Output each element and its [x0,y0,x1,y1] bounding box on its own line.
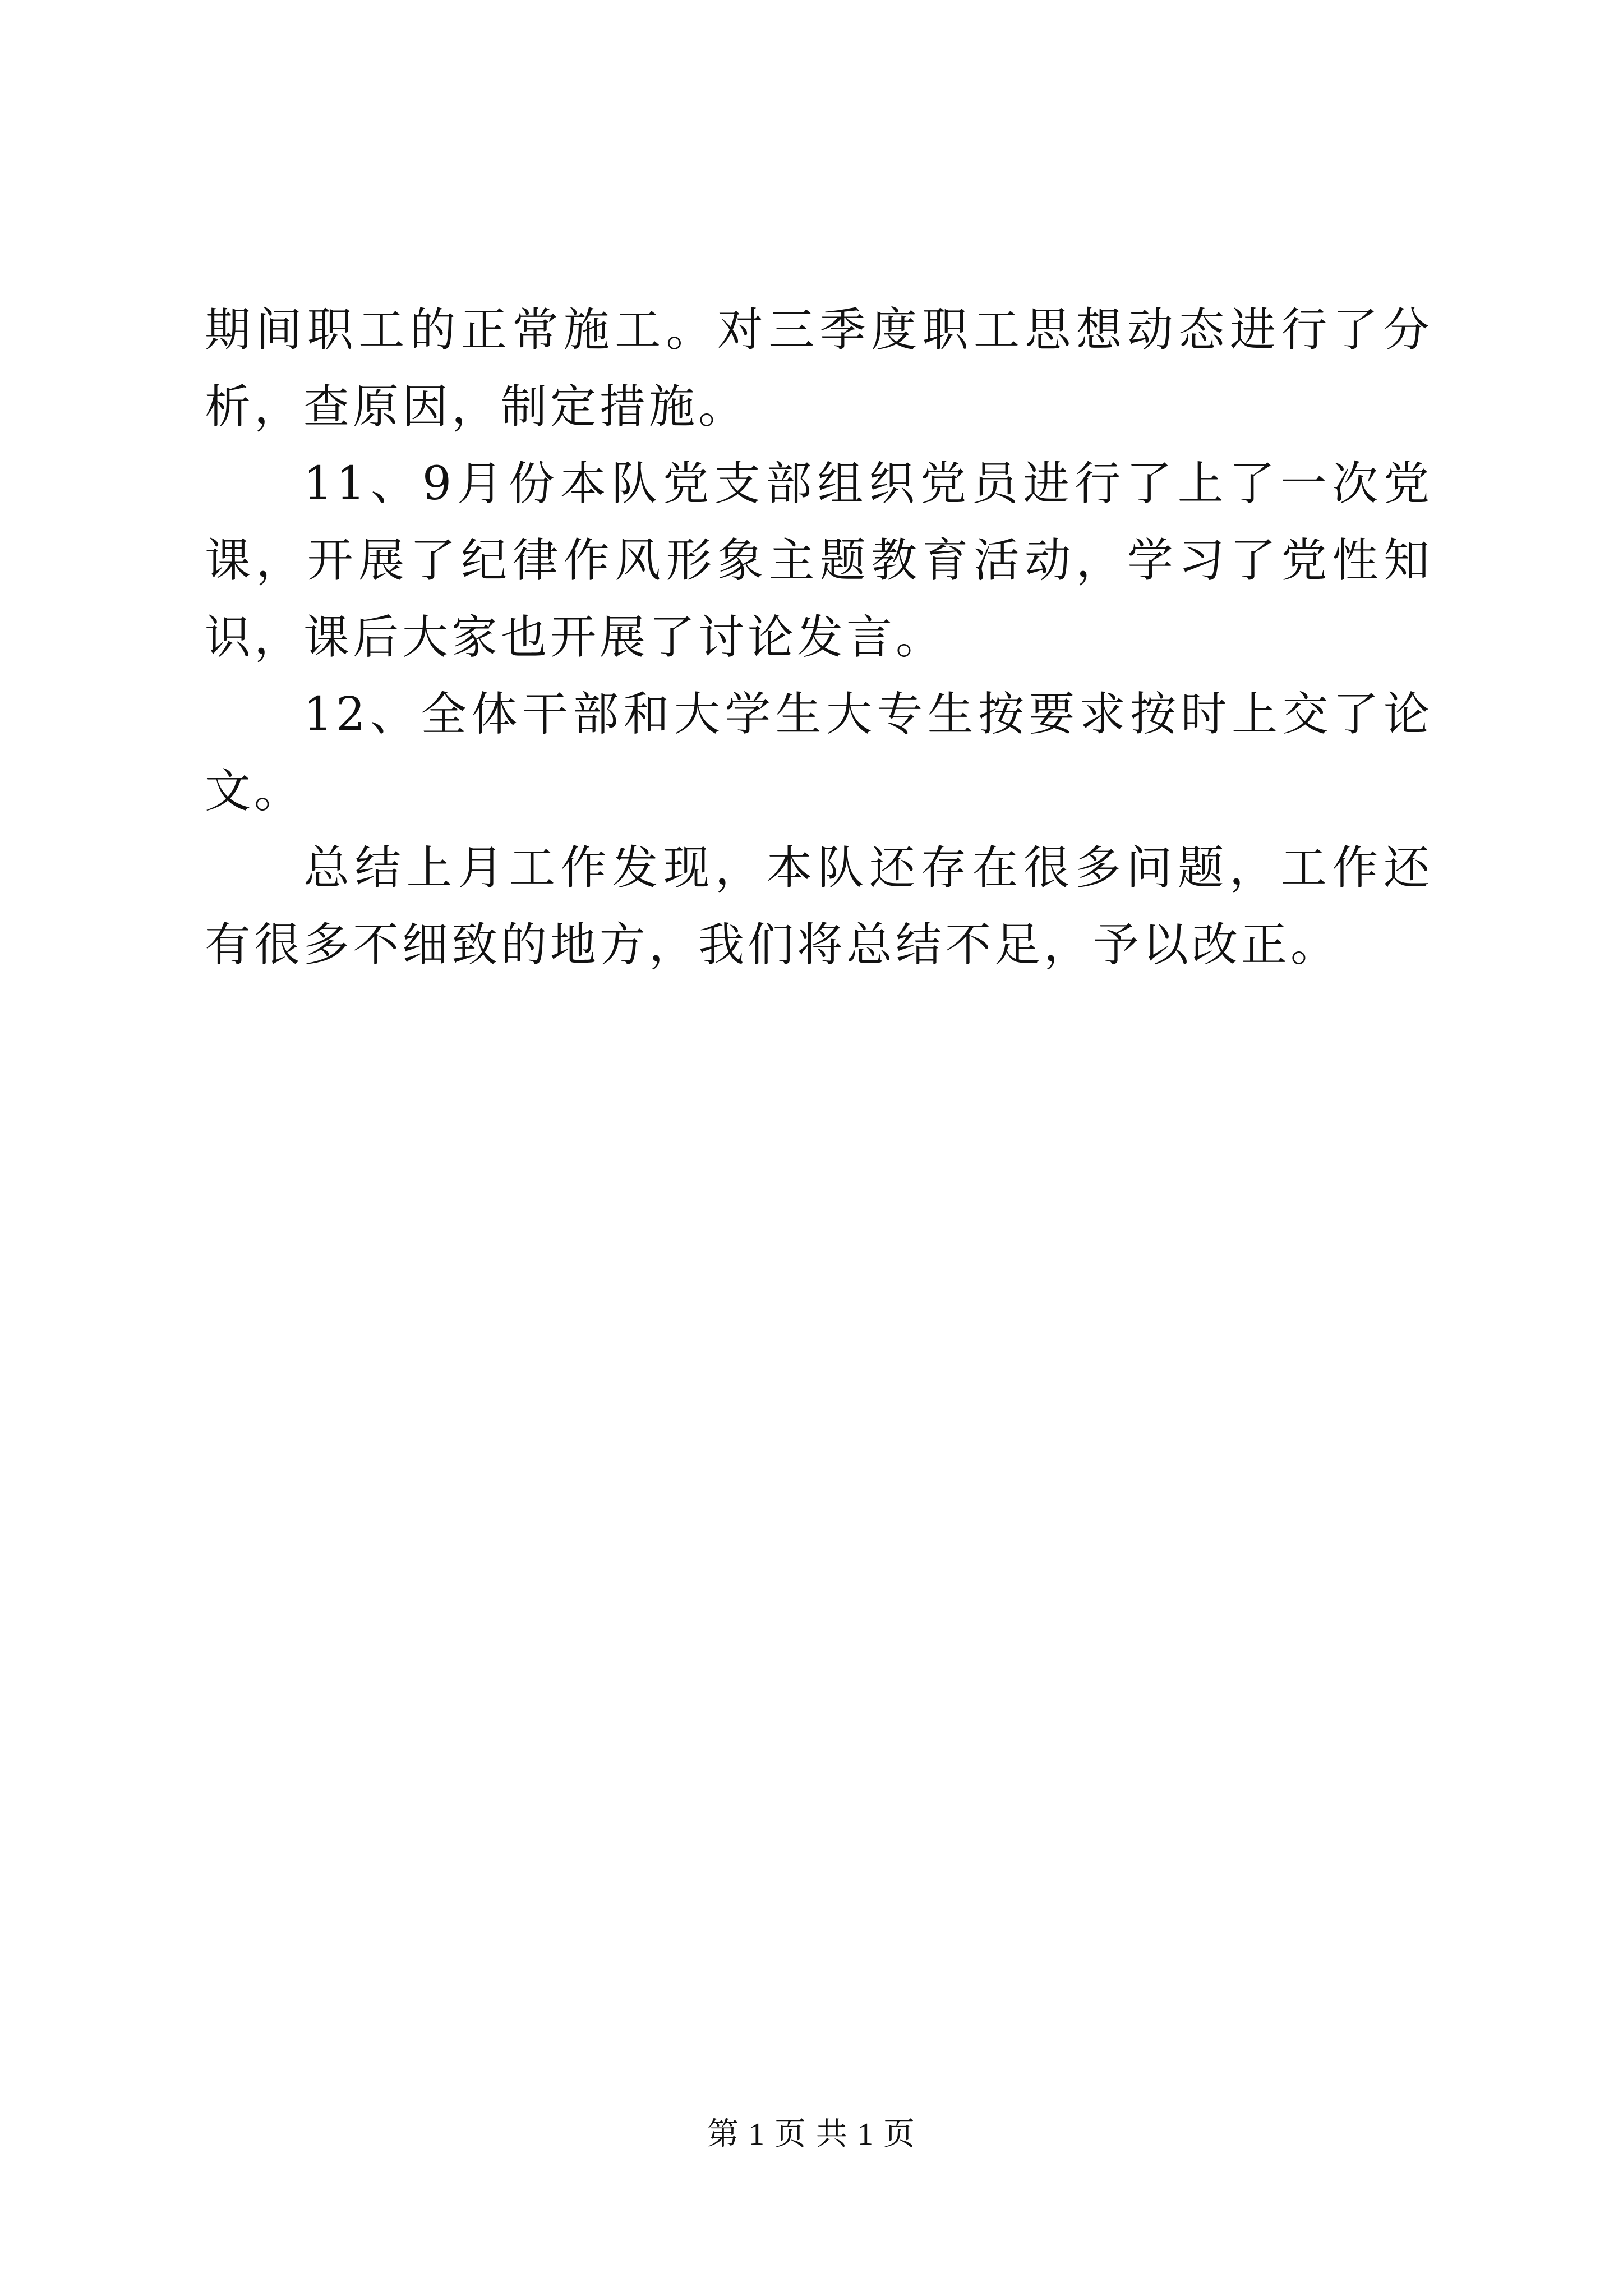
paragraph-item-11: 11、9月份本队党支部组织党员进行了上了一次党课，开展了纪律作风形象主题教育活动，学习了党性知识，课后大家也开展了讨论发言。 [205,457,1433,664]
page-number-footer: 第 1 页 共 1 页 [707,2117,916,2152]
paragraph-continuation: 期间职工的正常施工。对三季度职工思想动态进行了分析，查原因，制定措施。 [205,303,1433,434]
paragraph-item-12: 12、全体干部和大学生大专生按要求按时上交了论文。 [205,688,1433,818]
paragraph-summary: 总结上月工作发现，本队还存在很多问题，工作还有很多不细致的地方，我们将总结不足，予以改正。 [205,841,1433,972]
document-body [205,292,1433,983]
